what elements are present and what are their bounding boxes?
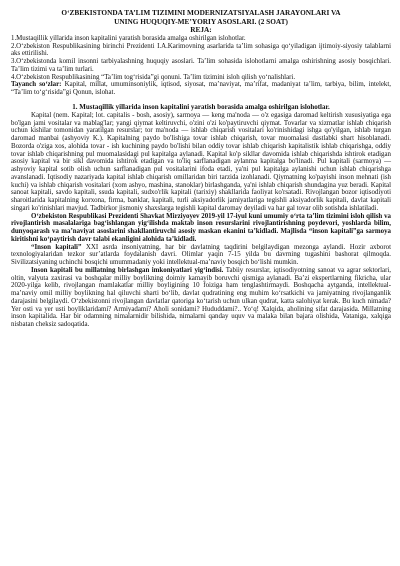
inline-bold-term: Inson kapitali bu millatning birlashgan imkoniyatlari yig‘indisi. bbox=[31, 266, 224, 274]
plan-item: 1.Mustaqillik yillarida inson kapitalini yaratish borasida amalga oshirilgan islohotlar. bbox=[11, 34, 246, 42]
body-paragraph bbox=[11, 244, 391, 267]
plan-item: 3.O‘zbekistonda komil insonni tarbiyalashning huquqiy asoslari. Ta’lim sohasida islohotlarni amalga oshirishning asosiy bosqichlari. Ta’lim tizimi va ta’lim turlari. bbox=[11, 58, 391, 73]
keywords-label: Tayanch so‘zlar: bbox=[11, 81, 62, 89]
body-paragraph: Kapital (nem. Kapital; lot. capitalis - bosh, asosiy), sarmoya — keng ma'noda — o'z egasiga daromad keltirish xususiyatiga ega bo'lgan jami vositalar va mablag'lar; yangi qiymat keltiruvchi, o'zini o'zi ko'paytiruvchi qiymat. Tovarlar va xizmatlar ishlab chiqarish uchun kishilar tomonidan yaratilgan resurslar; tor ma'noda — ishlab chiqarish vositalari ko'rinishidagi ishga qo'yilgan, ishlab turgan daromad manbai (ashyoviy K.). Kapitalning paydo bo'lishiga tovar ishlab chiqarish, tovar muomalasi dastlabki shart hisoblanadi. Bozorda o'ziga xos, alohida tovar - ish kuchining paydo bo'lishi bilan oddiy tovar ishlab chiqarish kapitalistik ishlab chiqarishga, oddiy tovar ishlab chiqarishning pul muomalasidagi pul kapitalga aylanadi. Kapital ko'p sikllar davomida ishlab chiqarishda ishtirok etadigan asosiy kapital va bir sikl davomida ishtirok etadigan va to'liq sarflanadigan aylanma kapitalga bo'linadi. Pul kapitali (sarmoya) — ashyoviy kapital sotib olish uchun sarflanadigan pul vositalarini ifoda etadi, ya'ni pul kapitalga aylanishi uchun ishlab chiqarishga avanslanadi. Iqtisodiy nazariyada kapital ishlab chiqarish omillaridan biri tarzida izohlanadi. Qiymatning ko'payishi inson mehnati (ish kuchi) va ishlab chiqarish vositalari (xom ashyo, mashina, stanoklar) birlashganda, ya'ni ishlab chiqarish shundagina yuz beradi. Kapital sanoat kapitali, savdo kapitali, ssuda kapitali, sudxo'rlik kapitali (tarixiy) shakllarida faoliyat ko'rsatadi. Rivojlangan bozor iqtisodiyoti sharoitlarida kapitalning korxona, firma, banklar, kapitali, turli aksiyadorlik jamiyatlariga tegishli aksiyadorlik kapitali, davlat kapitali singari ko'rinishlari mavjud. Tadbirkor jismoniy shaxslarga tegishli kapital daromay deyiladi va har gal tovar olib sotishda ishlatiladi. bbox=[11, 111, 391, 212]
plan-heading: REJA: bbox=[190, 25, 212, 35]
keywords-paragraph bbox=[11, 81, 391, 97]
inline-bold-term: “Inson kapitali” bbox=[31, 243, 82, 251]
document-title-line1: O‘ZBEKISTONDA TA’LIM TIZIMINI MODERNIZATSIYALASH JARAYONLARI VA bbox=[61, 8, 341, 17]
paragraph-text: Tabiiy resurslar, iqtisodiyotning sanoat va agrar sektorlari, oltin, valyuta zaxirasi va boshqalar milliy boylikning doimiy kamayib boruvchi qismiga aylanadi. Ba’zi ekspertlarning fikricha, ular 2020-yilga kelib, rivojlangan mamlakatlar milliy boyligining 10 foiziga ham tenglashtirmaydi. Boshqacha aytganda, intellektual-ma’naviy omil milliy boylikning hal qiluvchi sharti bo‘lib, davlat qudratining eng muhim ko‘rsatkichi va jamiyatning rivojlanganlik darajasini belgilaydi. O‘zbekistonni rivojlangan davlatlar qatoriga ko‘tarish uchun ulkan qudrat, katta salohiyat kerak. Bu kuch nimada? Yer osti va yer usti boyliklaridami? Armiyadami? Aholi sonidami? Hududdami?.. Yo‘q! Xalqida, aholining sifat darajasida. Millatning inson kapitalida. Har bir odamning nimalarnidir bilishida, nimalarni qanday uquv va malaka bilan bajara olishida, Vataniga, xalqiga nisbatan cheksiz sadoqatida. bbox=[11, 266, 392, 329]
plan-list bbox=[11, 35, 391, 82]
body-paragraph bbox=[11, 267, 391, 329]
section-heading: 1. Mustaqillik yillarida inson kapitalini yaratish borasida amalga oshirilgan islohotlar. bbox=[72, 102, 330, 111]
document-title-line2: UNING HUQUQIY-ME’YORIY ASOSLARI. (2 SOAT) bbox=[114, 16, 288, 26]
watermark: ​ bbox=[128, 37, 151, 69]
body-paragraph-bold: O‘zbekiston Respublikasi Prezidenti Shavkat Mirziyoyev 2019-yil 17-iyul kuni umumiy o‘rta ta’lim tizimini isloh qilish va rivojlantirish masalalariga bag‘ishlangan yig‘ilishda maktab inson resurslarini rivojlantirishning poydevori, yoshlarda bilim, dunyoqarash va ma’naviyat asoslarini shakllantiruvchi asosiy maskan ekanini ta’kidladi. Majlisda “inson kapitali”ga sarmoya kiritishni ko‘paytirish davr talabi ekanligini alohida ta’kidladi. bbox=[11, 212, 391, 243]
paragraph-text: XXI asrda insoniyatning, har bir davlatning taqdirini belgilaydigan mezonga aylandi. Hozir axborot texnologiyalaridan tezkor sur’atlarda foydalanish davri. Olimlar yaqin 7-15 yilda bu davrning tugashini bashorat qilmoqda. Sivilizatsiyaning uchinchi bosqichi umummadaniy yoki intellektual-ma’naviy bosqich bo‘lishi mumkin. bbox=[11, 243, 391, 267]
plan-item: 4.O‘zbekiston Respublikasining “Ta’lim tog‘risida”gi qonuni. Ta’lim tizimini isloh qilish yo‘nalishlari. bbox=[11, 73, 296, 81]
plan-item: 2.O‘zbekiston Respublikasining birinchi Prezidenti I.A.Karimovning asarlarida ta’lim sohasiga qo‘yiladigan ijtimoiy-siyosiy talablarni aks ettirilishi. bbox=[11, 42, 391, 58]
keywords-text: Kapital, millat, umuminsoniylik, iqtisod, siyosat, ma’naviyat, ma’rifat, madaniyat ta’lim, tarbiya, bilim, intelekt, “Ta’lim to‘g‘risida”gi Qonun, islohat. bbox=[11, 81, 392, 97]
